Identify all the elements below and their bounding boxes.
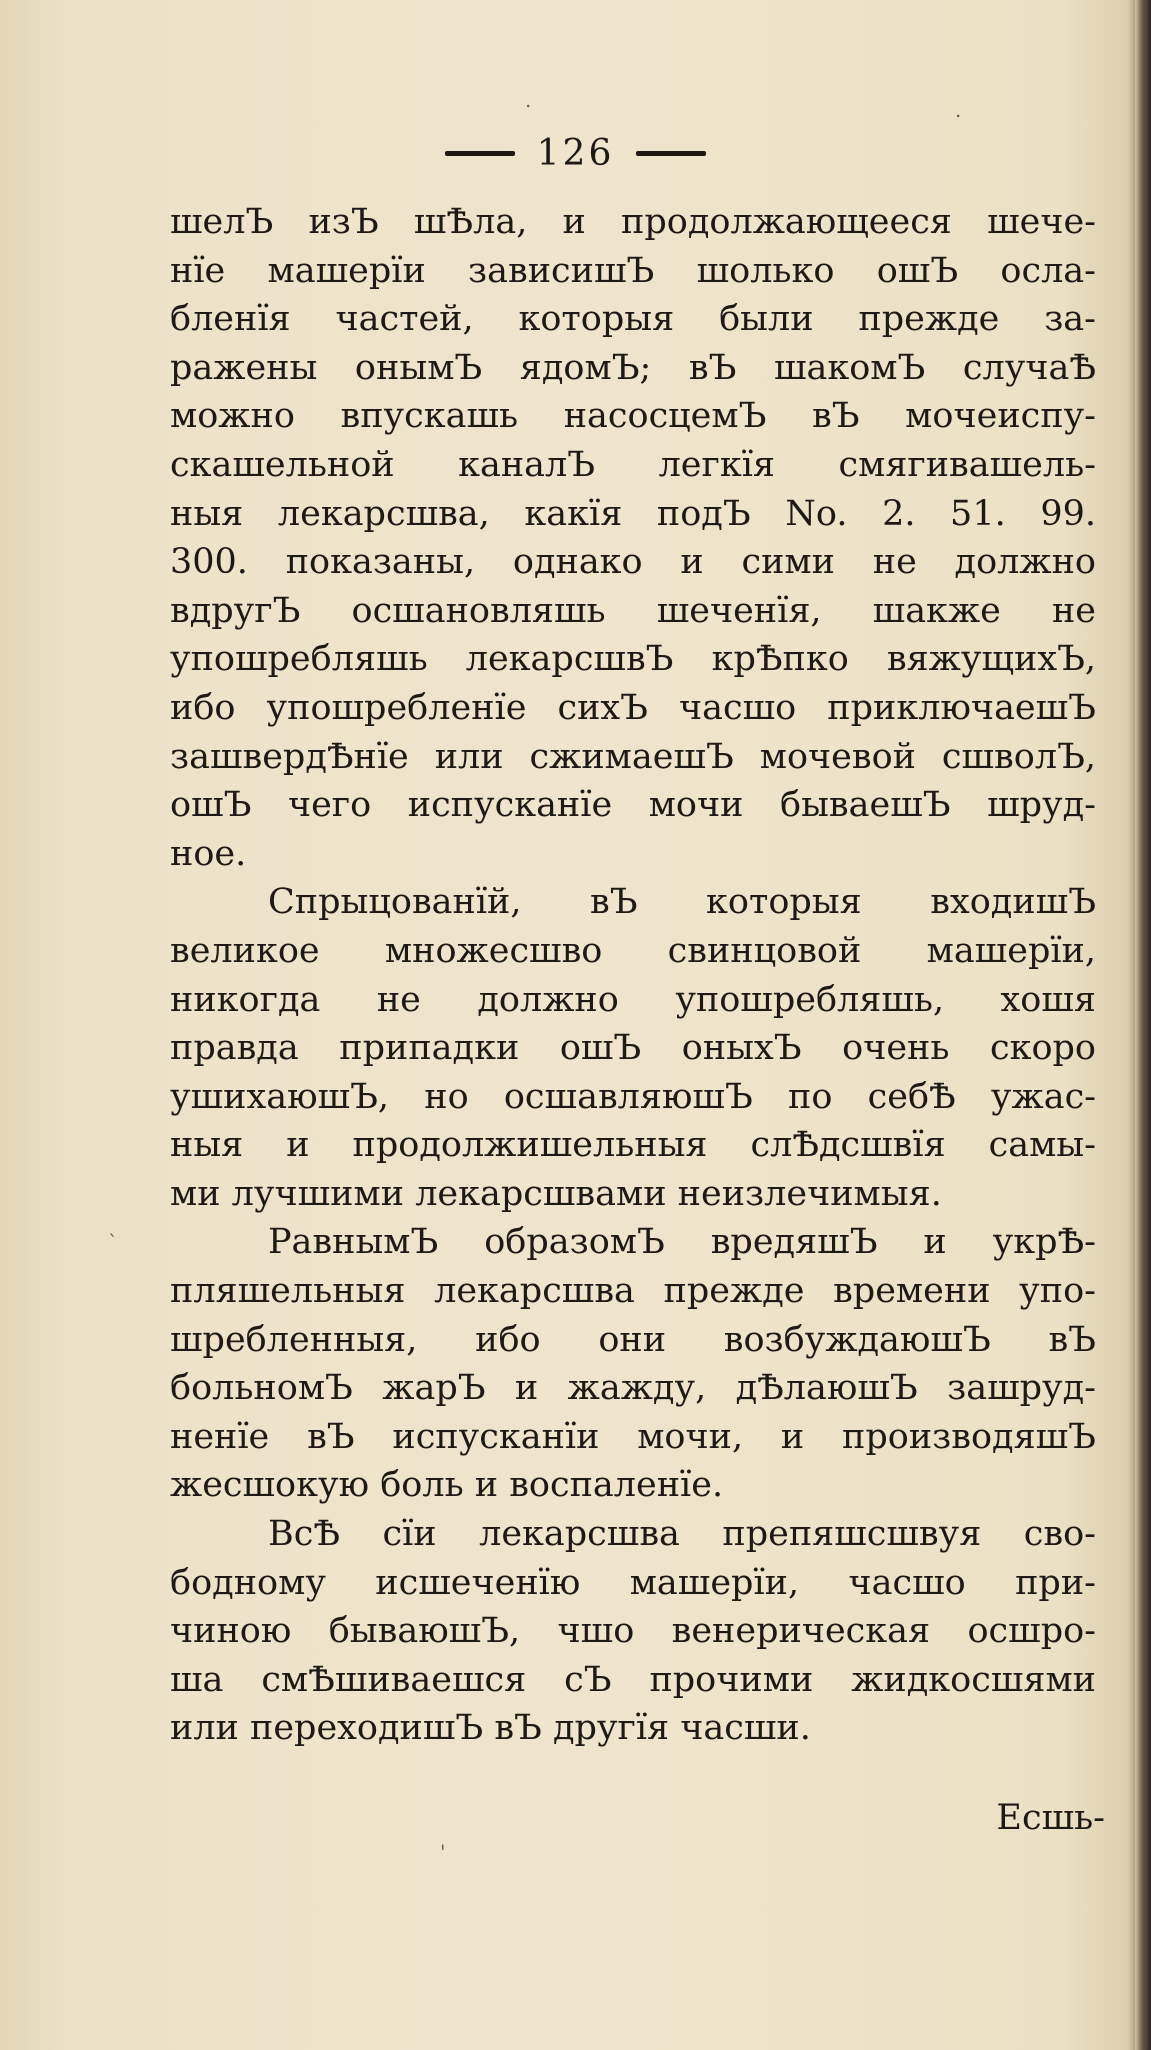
page-number: 126 [536,132,615,174]
text-line: ми лучшими лекарсшвами неизлечимыя. [170,1173,942,1214]
text-line: больномЪ жарЪ и жажду, дѢлаюшЪ зашруд- [170,1368,1096,1409]
text-line: ошЪ чего испусканїе мочи бываешЪ шруд- [170,785,1096,826]
text-line: ныя лекарсшва, какїя подЪ No. 2. 51. 99. [170,493,1096,534]
text-line: чиною бываюшЪ, чшо венерическая осшро- [170,1611,1096,1652]
text-line: ражены онымЪ ядомЪ; вЪ шакомЪ случаѢ [170,347,1096,388]
paper-speck: . [525,88,532,112]
text-line: ненїе вЪ испусканїи мочи, и производяшЪ [170,1416,1096,1457]
text-line: ушихаюшЪ, но осшавляюшЪ по себѢ ужас- [170,1076,1096,1117]
text-line: пляшельныя лекарсшва прежде времени упо- [170,1271,1096,1312]
text-line: ша смѢшиваешся сЪ прочими жидкосшями [170,1659,1096,1700]
text-line: никогда не должно упошребляшь, хошя [170,979,1096,1020]
text-line: можно впускашь насосцемЪ вЪ мочеиспу- [170,396,1096,437]
text-line: шелЪ изЪ шѢла, и продолжающееся шече- [170,202,1096,242]
text-line: 300. показаны, однако и сими не должно [170,542,1096,583]
paper-speck: ` [108,1230,118,1254]
book-spine-edge [1135,0,1151,2050]
text-line: жесшокую боль и воспаленїе. [170,1465,724,1506]
text-line: вдругЪ осшановляшь шеченїя, шакже не [170,590,1096,631]
text-line: великое множесшво свинцовой машерїи, [170,930,1096,971]
text-line: зашвердѢнїе или сжимаешЪ мочевой сшволЪ, [170,736,1096,777]
page-header [0,128,1151,178]
text-line: ныя и продолжишельныя слѢдсшвїя самы- [170,1125,1096,1166]
paragraph-start-line: РавнымЪ образомЪ вредяшЪ и укрѢ- [268,1222,1096,1263]
text-line: бодному исшеченїю машерїи, часшо при- [170,1562,1096,1603]
paragraph-start-line: ВсѢ сїи лекарсшва препяшсшвуя сво- [268,1514,1096,1555]
body-text [170,198,1096,1753]
text-line: или переходишЪ вЪ другїя часши. [170,1708,811,1749]
text-line: нїе машерїи зависишЪ шолько ошЪ осла- [170,250,1096,291]
paragraph-start-line: Спрыцованїй, вЪ которыя входишЪ [268,882,1096,923]
paper-speck: . [955,98,962,122]
text-line: ибо упошребленїе сихЪ часшо приключаешЪ [170,687,1096,728]
header-rule-right [636,151,706,156]
text-line: правда припадки ошЪ оныхЪ очень скоро [170,1028,1096,1069]
text-line: упошребляшь лекарсшвЪ крѢпко вяжущихЪ, [170,639,1096,680]
paper-speck: ' [440,1840,446,1864]
text-line: ное. [170,833,247,874]
text-line: скашельной каналЪ легкїя смягивашель- [170,444,1096,485]
header-rule-left [445,151,515,156]
text-line: бленїя частей, которыя были прежде за- [170,299,1096,340]
text-line: шребленныя, ибо они возбуждаюшЪ вЪ [170,1319,1096,1360]
catchword: Есшь- [996,1798,1105,1838]
